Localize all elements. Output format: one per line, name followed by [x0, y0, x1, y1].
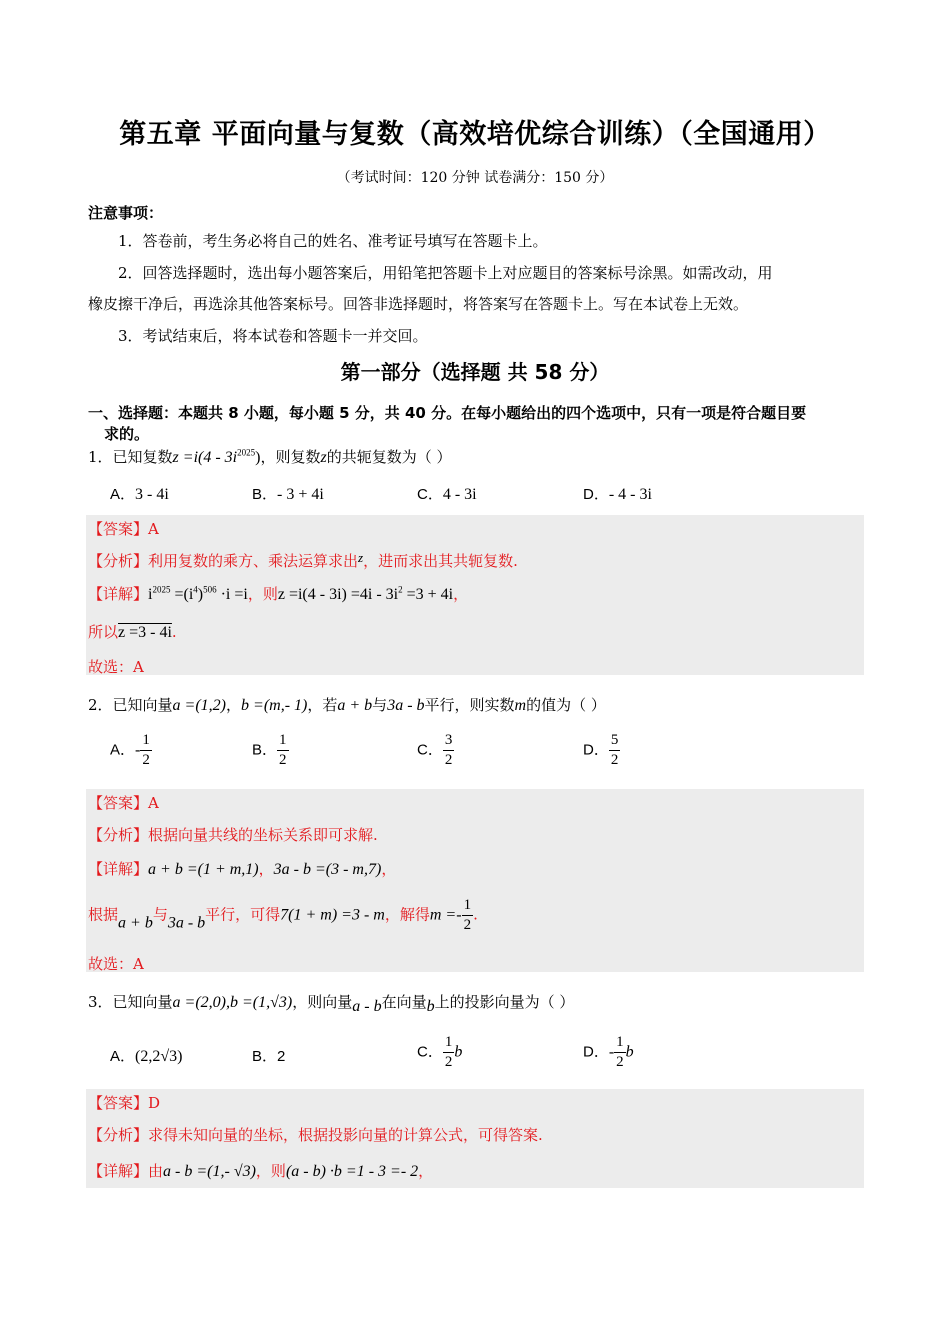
q2-opt-c-num: 3 — [443, 733, 455, 751]
q3-opt-d-sign: - — [608, 1043, 615, 1061]
option-label-c: C． — [417, 1043, 443, 1061]
q3-opt-c-var: b — [454, 1043, 463, 1061]
q1-option-c-value: 4 - 3i — [442, 486, 477, 503]
q1-option-c — [417, 483, 477, 504]
q2-l2-diff: 3a - b — [167, 914, 206, 932]
option-label-b: B． — [252, 1048, 278, 1065]
q1-expr — [173, 449, 261, 466]
q1-dm1: i — [148, 586, 153, 603]
q2-opt-b-frac — [277, 733, 289, 768]
q2-choose: A — [133, 955, 144, 973]
q2-detail-end: ， — [381, 860, 397, 878]
analysis-label: 【分析】 — [88, 552, 149, 570]
q2-analysis-line — [88, 824, 378, 845]
q3-option-b-value: 2 — [277, 1048, 286, 1065]
q1-suffix2: 的共轭复数为（ ） — [326, 448, 452, 466]
q3-opt-d-den: 2 — [616, 1054, 624, 1070]
q2-answer: A — [148, 794, 159, 812]
q1-analysis-line — [88, 550, 518, 571]
answer-label: 【答案】 — [88, 794, 149, 812]
choose-label: 故选： — [88, 658, 134, 676]
choose-label: 故选： — [88, 955, 134, 973]
q1-option-b-value: - 3 + 4i — [277, 486, 324, 503]
q3-mid2: 在向量 — [381, 993, 427, 1011]
q3-option-a-value: (2,2√3) — [135, 1048, 183, 1065]
q2-prefix: 2．已知向量 — [88, 696, 173, 714]
question-2-stem — [88, 694, 606, 715]
q2-l2-res: m =- — [429, 906, 462, 924]
q2-l2-eq: 7(1 + m) =3 - m — [280, 906, 385, 924]
q2-l2-with: 与 — [152, 905, 168, 924]
q3-option-a — [110, 1045, 182, 1066]
q1-choose: A — [133, 658, 144, 676]
q3-prefix: 3．已知向量 — [88, 993, 173, 1011]
section-title: 第一部分（选择题 共 58 分） — [340, 360, 610, 384]
q2-opt-d-num: 5 — [609, 733, 621, 751]
analysis-label: 【分析】 — [88, 826, 149, 844]
q2-with: 与 — [372, 696, 388, 714]
q2-opt-a-sign: - — [135, 741, 141, 759]
q2-opt-c-frac — [443, 733, 455, 768]
q1-dm4: ·i =i — [216, 586, 248, 603]
notice-item-2a: 2．回答选择题时，选出每小题答案后，用铅笔把答题卡上对应题目的答案标号涂黑。如需改动，用 — [118, 264, 773, 282]
detail-label: 【详解】 — [88, 860, 149, 878]
option-label-d: D． — [583, 486, 609, 503]
q1-analysis-var: z — [358, 550, 364, 565]
q3-option-c — [417, 1035, 462, 1070]
q2-l2-frac — [462, 898, 474, 933]
option-label-b: B． — [252, 741, 278, 759]
q1-option-a — [110, 483, 169, 504]
q2-suffix2: 的值为（ ） — [526, 696, 606, 714]
q2-choose-line — [88, 953, 144, 974]
q2-answer-line — [88, 792, 159, 813]
q2-opt-c-den: 2 — [444, 752, 453, 768]
q3-analysis-text: 求得未知向量的坐标，根据投影向量的计算公式，可得答案. — [148, 1126, 543, 1144]
q1-answer: A — [148, 520, 159, 538]
q3-detail-b: ，则 — [255, 1162, 286, 1180]
q2-opt-d-den: 2 — [610, 752, 619, 768]
q3-analysis-line — [88, 1124, 543, 1145]
q1-so-end: . — [171, 623, 177, 641]
q1-answer-line — [88, 518, 159, 539]
notice-item-2b: 橡皮擦干净后，再选涂其他答案标号。回答非选择题时，将答案写在答题卡上。写在本试卷上无效。 — [88, 295, 749, 313]
answer-label: 【答案】 — [88, 1094, 149, 1112]
q3-mid: ，则向量 — [292, 993, 353, 1011]
option-label-b: B． — [252, 486, 278, 503]
q3-detail-math2: (a - b) ·b =1 - 3 =- 2 — [285, 1163, 419, 1180]
option-label-a: A． — [110, 741, 136, 759]
q2-l2-den: 2 — [463, 917, 472, 933]
notice-item-3: 3．考试结束后，将本试卷和答题卡一并交回。 — [118, 327, 428, 345]
q1-analysis-text2: ，进而求出其共轭复数. — [363, 552, 518, 570]
q3-opt-d-frac — [614, 1035, 626, 1070]
q2-diff: 3a - b — [387, 697, 425, 714]
q3-var-b: b — [426, 998, 435, 1015]
q2-mid: ，若 — [307, 696, 338, 714]
q1-option-a-value: 3 - 4i — [135, 486, 169, 503]
q3-detail-end: ， — [418, 1162, 434, 1180]
q2-sum: a + b — [337, 697, 373, 714]
q1-suffix: ，则复数 — [260, 448, 321, 466]
q1-dm3: ) — [197, 586, 204, 603]
q2-option-d — [583, 733, 620, 768]
option-label-d: D． — [583, 741, 609, 759]
q1-detail-line — [88, 583, 468, 604]
q2-opt-b-num: 1 — [277, 733, 289, 751]
q1-detail-math-b — [278, 586, 453, 603]
q2-vec-b: b =(m,- 1) — [241, 697, 308, 714]
q1-option-b — [252, 483, 324, 504]
analysis-label: 【分析】 — [88, 1126, 149, 1144]
q2-l2-c: ，解得 — [384, 905, 430, 924]
q3-opt-d-var: b — [625, 1043, 634, 1061]
q2-detail-line — [88, 858, 396, 879]
q2-opt-d-frac — [609, 733, 621, 768]
q2-detail-math2: 3a - b =(3 - m,7) — [273, 861, 382, 878]
q3-detail-a: 由 — [148, 1162, 164, 1180]
q2-solve-line — [88, 898, 478, 933]
question-3-stem — [88, 991, 574, 1016]
section-intro-b: 求的。 — [104, 425, 150, 443]
q2-detail-math1: a + b =(1 + m,1) — [148, 861, 259, 878]
question-1-stem — [88, 446, 451, 467]
q2-sep: ， — [226, 696, 242, 714]
q2-option-b — [252, 733, 289, 768]
q2-vec-a: a =(1,2) — [172, 697, 226, 714]
q2-l2-b: 平行，可得 — [205, 905, 281, 924]
q2-l2-end: . — [473, 905, 478, 924]
q2-option-c — [417, 733, 454, 768]
option-label-c: C． — [417, 741, 443, 759]
q2-var: m — [514, 697, 527, 714]
q3-vec-a: a =(2,0),b =(1,√3) — [172, 994, 293, 1011]
q1-de3: 506 — [203, 584, 217, 595]
q1-exp: 2025 — [237, 447, 256, 458]
q1-var: z — [320, 449, 327, 466]
notice-item-1: 1．答卷前，考生务必将自己的姓名、准考证号填写在答题卡上。 — [118, 232, 548, 250]
detail-label: 【详解】 — [88, 585, 149, 603]
q1-so-math: z =3 - 4i — [118, 624, 172, 641]
q1-prefix: 1．已知复数 — [88, 448, 173, 466]
q3-opt-d-num: 1 — [614, 1035, 626, 1053]
option-label-c: C． — [417, 486, 443, 503]
q1-dm2: =(i — [170, 586, 194, 603]
detail-label: 【详解】 — [88, 1162, 149, 1180]
q1-dm5: z =i(4 - 3i) =4i - 3i — [277, 586, 399, 603]
q3-opt-c-frac — [443, 1035, 455, 1070]
option-label-a: A． — [110, 1048, 136, 1065]
q3-detail-line — [88, 1160, 433, 1181]
q2-analysis-text: 根据向量共线的坐标关系即可求解. — [148, 826, 378, 844]
q1-choose-line — [88, 656, 144, 677]
q2-detail-sep: ， — [258, 860, 274, 878]
option-label-d: D． — [583, 1043, 609, 1061]
q2-option-a — [110, 733, 152, 768]
document-title: 第五章 平面向量与复数（高效培优综合训练）（全国通用） — [119, 119, 831, 150]
q3-answer: D — [148, 1094, 161, 1112]
q1-de5: 2 — [398, 584, 403, 595]
q3-detail-math1: a - b =(1,- √3) — [163, 1163, 256, 1180]
q2-opt-a-frac — [140, 733, 152, 768]
q3-option-d — [583, 1035, 634, 1070]
document-subtitle: （考试时间：120 分钟 试卷满分：150 分） — [336, 170, 614, 186]
q1-expr-main: z =i(4 - 3i — [172, 449, 238, 466]
q2-suffix: 平行，则实数 — [424, 696, 515, 714]
q1-detail-mid: ，则 — [247, 585, 278, 603]
section-intro-a: 一、选择题：本题共 8 小题，每小题 5 分，共 40 分。在每小题给出的四个选项中，只有一项是符合题目要 — [88, 404, 807, 422]
q3-option-b — [252, 1045, 285, 1066]
q3-opt-c-num: 1 — [443, 1035, 455, 1053]
q1-detail-end: ， — [453, 585, 469, 603]
q3-answer-line — [88, 1092, 160, 1113]
q1-de1: 2025 — [152, 584, 171, 595]
q2-opt-b-den: 2 — [279, 752, 287, 768]
q2-answer-box — [86, 789, 864, 972]
q1-option-d-value: - 4 - 3i — [608, 486, 652, 503]
q2-opt-a-num: 1 — [140, 733, 152, 751]
q2-l2-num: 1 — [462, 898, 474, 916]
answer-label: 【答案】 — [88, 520, 149, 538]
q2-l2-a: 根据 — [88, 905, 119, 924]
q1-expr-end: ) — [255, 449, 261, 466]
q1-detail-math — [148, 586, 248, 603]
q3-opt-c-den: 2 — [444, 1054, 453, 1070]
q3-diff: a - b — [352, 998, 382, 1015]
q1-dm6: =3 + 4i — [402, 586, 454, 603]
q3-suffix: 上的投影向量为（ ） — [434, 993, 575, 1011]
option-label-a: A． — [110, 486, 136, 503]
q2-l2-sum: a + b — [118, 914, 153, 932]
q1-so-line — [88, 621, 177, 642]
q2-opt-a-den: 2 — [142, 752, 150, 768]
notice-heading: 注意事项： — [88, 204, 164, 222]
q1-option-d — [583, 483, 652, 504]
q1-analysis-text: 利用复数的乘方、乘法运算求出 — [148, 552, 359, 570]
q1-so-text: 所以 — [88, 623, 119, 641]
q1-de2: 4 — [193, 584, 198, 595]
